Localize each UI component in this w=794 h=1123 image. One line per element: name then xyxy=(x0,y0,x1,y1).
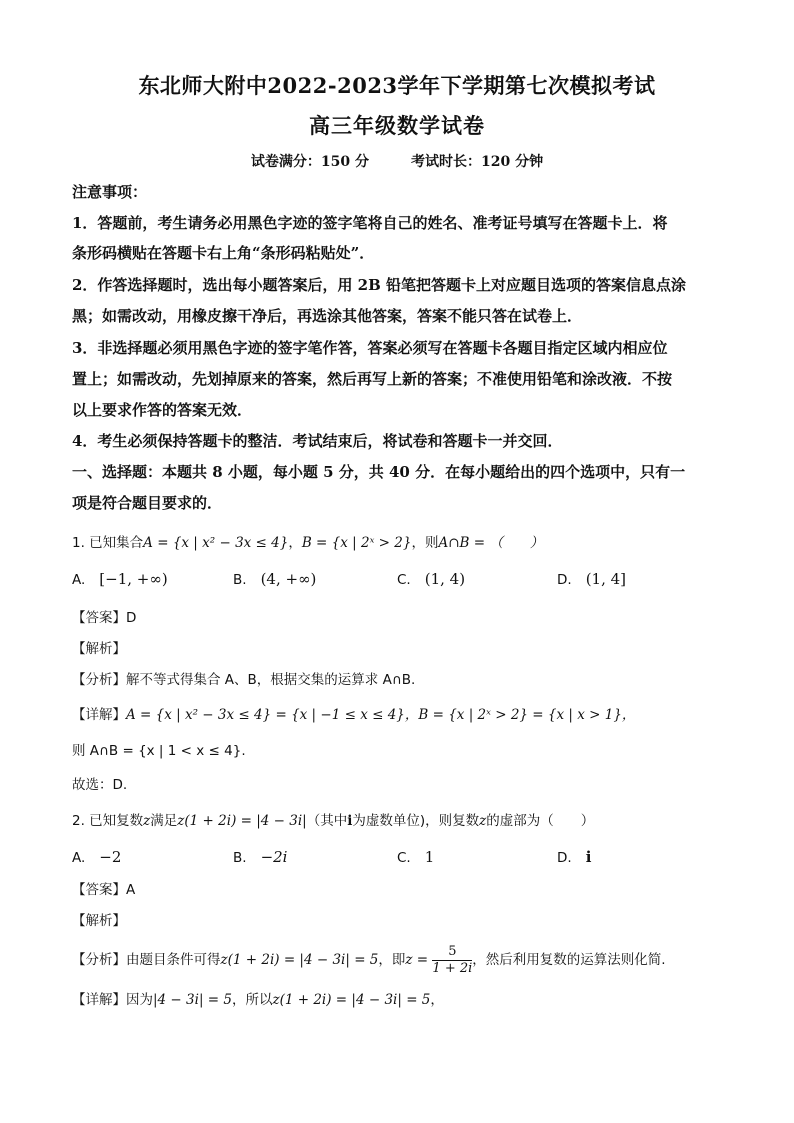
exam-info xyxy=(0,151,794,171)
q2-fenxi: 【分析】由题目条件可得z(1 + 2i) = |4 − 3i| = 5，即z = $\frac{5}{1 + 2i}$ ，然后利用复数的运算法则化简. xyxy=(72,943,666,976)
notice-line: 2．作答选择题时，选出每小题答案后，用 2B 铅笔把答题卡上对应题目选项的答案信息点涂 xyxy=(72,276,687,294)
q2-option-c: C. 1 xyxy=(397,848,435,866)
q1-analysis-tag: 【解析】 xyxy=(72,641,126,657)
notice-line: 条形码横贴在答题卡右上角“条形码粘贴处”． xyxy=(72,244,375,262)
set-a: A = {x | x² − 3x ≤ 4} xyxy=(143,535,289,551)
q2-option-a: A. −2 xyxy=(72,848,122,866)
question-1: 1. 已知集合A = {x | x² − 3x ≤ 4}，B = {x | 2ˣ > 2}，则A∩B = （ ） xyxy=(72,535,544,551)
notice-heading: 注意事项： xyxy=(72,183,148,201)
set-b: B = {x | 2ˣ > 2} xyxy=(301,535,412,551)
section-heading: 一、选择题：本题共 8 小题，每小题 5 分，共 40 分．在每小题给出的四个选项中，只有一 xyxy=(72,463,686,481)
notice-line: 4．考生必须保持答题卡的整洁．考试结束后，将试卷和答题卡一并交回． xyxy=(72,432,563,450)
q1-option-d: D. (1, 4] xyxy=(557,570,627,588)
notice-line: 黑；如需改动，用橡皮擦干净后，再选涂其他答案，答案不能只答在试卷上． xyxy=(72,307,583,325)
q1-option-c: C. (1, 4) xyxy=(397,570,466,588)
q1-xiangjie: 【详解】A = {x | x² − 3x ≤ 4} = {x | −1 ≤ x ≤ 4}，B = {x | 2ˣ > 2} = {x | x > 1}， xyxy=(72,707,636,723)
q1-answer: 【答案】D xyxy=(72,610,137,626)
q1-option-a: A. [−1, +∞) xyxy=(72,570,168,588)
exam-duration: 考试时长：120 分钟 xyxy=(411,154,544,170)
fraction: $\frac{5}{1 + 2i}$ xyxy=(432,943,473,976)
section-heading-cont: 项是符合题目要求的． xyxy=(72,494,223,512)
question-2: 2. 已知复数z满足z(1 + 2i) = |4 − 3i|（其中i为虚数单位)，则复数z的虚部为（ ） xyxy=(72,813,595,829)
q2-analysis-tag: 【解析】 xyxy=(72,913,126,929)
q1-fenxi: 【分析】解不等式得集合 A、B，根据交集的运算求 A∩B. xyxy=(72,672,416,688)
notice-line: 3．非选择题必须用黑色字迹的签字笔作答，答案必须写在答题卡各题目指定区域内相应位 xyxy=(72,339,668,357)
q1-choose: 故选：D. xyxy=(72,777,128,793)
q2-option-d: D. i xyxy=(557,848,592,866)
full-score: 试卷满分：150 分 xyxy=(250,154,369,170)
notice-line: 以上要求作答的答案无效． xyxy=(72,401,253,419)
question-ask: A∩B = （ ） xyxy=(438,535,544,551)
notice-line: 置上；如需改动，先划掉原来的答案，然后再写上新的答案；不准使用铅笔和涂改液．不按 xyxy=(72,370,673,388)
q1-option-b: B. (4, +∞) xyxy=(233,570,317,588)
notice-line: 1．答题前，考生请务必用黑色字迹的签字笔将自己的姓名、准考证号填写在答题卡上．将 xyxy=(72,214,668,232)
q1-then: 则 A∩B = {x | 1 < x ≤ 4}. xyxy=(72,743,246,759)
exam-title: 东北师大附中2022-2023学年下学期第七次模拟考试 xyxy=(138,73,656,98)
q2-xiangjie: 【详解】因为|4 − 3i| = 5，所以z(1 + 2i) = |4 − 3i| = 5， xyxy=(72,992,444,1008)
exam-subtitle: 高三年级数学试卷 xyxy=(309,113,485,138)
q2-answer: 【答案】A xyxy=(72,882,136,898)
q2-option-b: B. −2i xyxy=(233,848,288,866)
